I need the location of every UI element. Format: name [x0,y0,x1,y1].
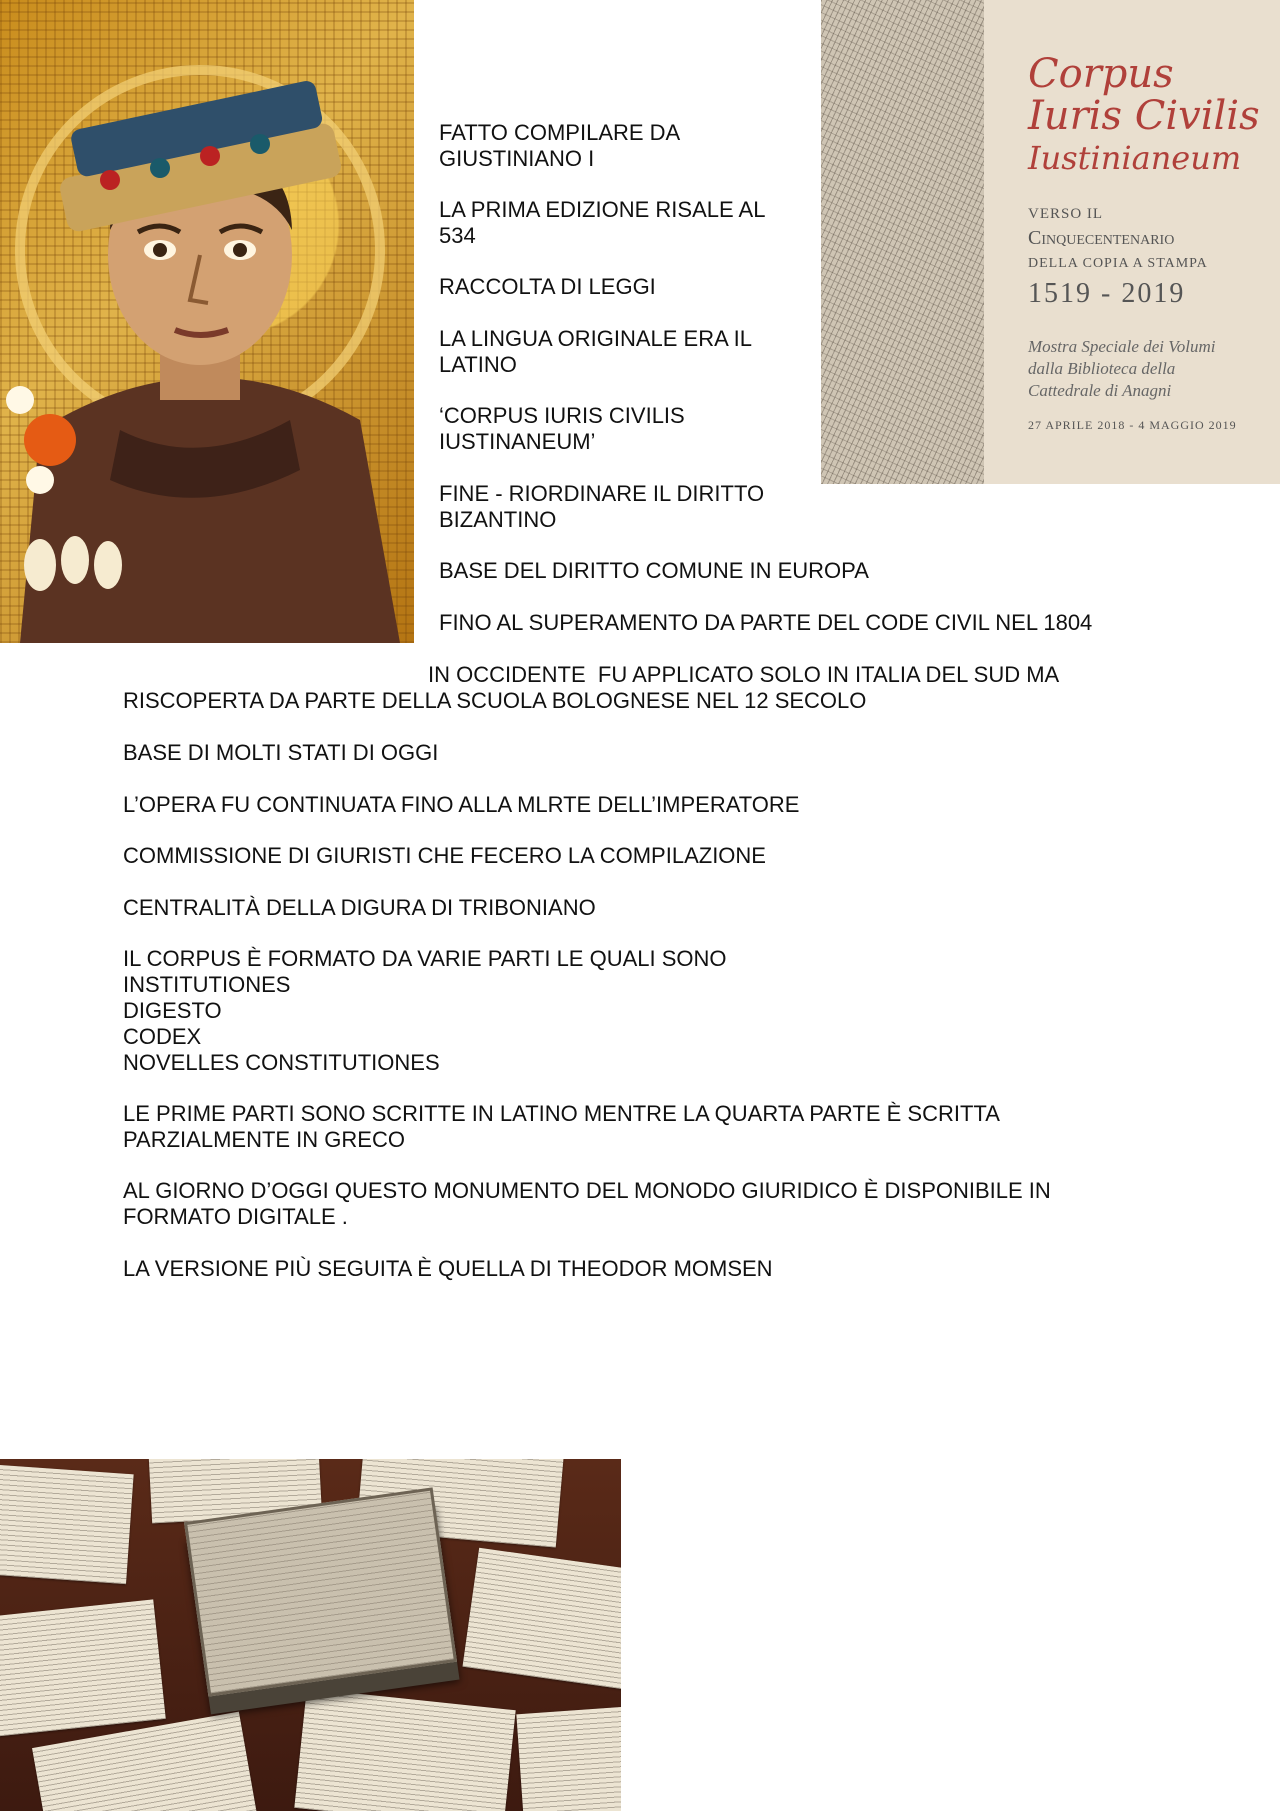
note-occidente: IN OCCIDENTE FU APPLICATO SOLO IN ITALIA DEL SUD MA [428,662,1060,687]
note-riscoperta: RISCOPERTA DA PARTE DELLA SCUOLA BOLOGNESE NEL 12 SECOLO [123,688,867,713]
page-sheet [516,1704,621,1811]
open-book [184,1487,457,1696]
note-code-civil: FINO AL SUPERAMENTO DA PARTE DEL CODE CIVIL NEL 1804 [439,610,1093,635]
poster-title-line-1: Corpus [1028,51,1174,97]
note-corpus-title: ‘CORPUS IURIS CIVILIS IUSTINANEUM’ [439,403,685,454]
note-formato-digitale: AL GIORNO D’OGGI QUESTO MONUMENTO DEL MONODO GIURIDICO È DISPONIBILE IN FORMATO DIGITALE . [123,1178,1051,1229]
poster-title-line-2: Iuris Civilis [1028,93,1260,139]
note-lingue-parti: LE PRIME PARTI SONO SCRITTE IN LATINO MENTRE LA QUARTA PARTE È SCRITTA PARZIALMENTE IN GRECO [123,1101,1000,1152]
poster-cinquecentenario: Cinquecentenario [1028,227,1175,249]
note-fine: FINE - RIORDINARE IL DIRITTO BIZANTINO [439,481,765,532]
note-stati-oggi: BASE DI MOLTI STATI DI OGGI [123,740,439,765]
note-triboniano: CENTRALITÀ DELLA DIGURA DI TRIBONIANO [123,895,596,920]
mosaic-figure [0,0,414,643]
poster-engraving [821,0,984,484]
note-raccolta: RACCOLTA DI LEGGI [439,274,656,299]
poster-years: 1519 - 2019 [1028,278,1186,309]
page-sheet [294,1688,515,1811]
note-lingua: LA LINGUA ORIGINALE ERA IL LATINO [439,326,753,377]
poster-mostra: Mostra Speciale dei Volumi dalla Biblioteca della Cattedrale di Anagni [1028,337,1216,400]
poster-verso: VERSO IL [1028,206,1104,222]
note-commissione: COMMISSIONE DI GIURISTI CHE FECERO LA COMPILAZIONE [123,843,766,868]
justinian-mosaic-image [0,0,414,643]
note-base-diritto: BASE DEL DIRITTO COMUNE IN EUROPA [439,558,869,583]
note-mommsen: LA VERSIONE PIÙ SEGUITA È QUELLA DI THEODOR MOMSEN [123,1256,773,1281]
page-sheet [462,1548,621,1690]
page-sheet [0,1599,166,1738]
poster-copia: DELLA COPIA A STAMPA [1028,256,1208,271]
note-prima-edizione: LA PRIMA EDIZIONE RISALE AL 534 [439,197,766,248]
note-opera-continuata: L’OPERA FU CONTINUATA FINO ALLA MLRTE DELL’IMPERATORE [123,792,800,817]
books-photo-image [0,1459,621,1811]
poster-title-line-3: Iustinianeum [1028,139,1242,177]
note-compilare: FATTO COMPILARE DA GIUSTINIANO I [439,120,681,171]
page-sheet [0,1464,134,1584]
corpus-poster-image [821,0,1280,484]
note-parti-corpus: IL CORPUS È FORMATO DA VARIE PARTI LE QUALI SONO INSTITUTIONES DIGESTO CODEX NOVELLES CONSTITUTIONES [123,946,727,1075]
poster-dates: 27 APRILE 2018 - 4 MAGGIO 2019 [1028,418,1237,432]
